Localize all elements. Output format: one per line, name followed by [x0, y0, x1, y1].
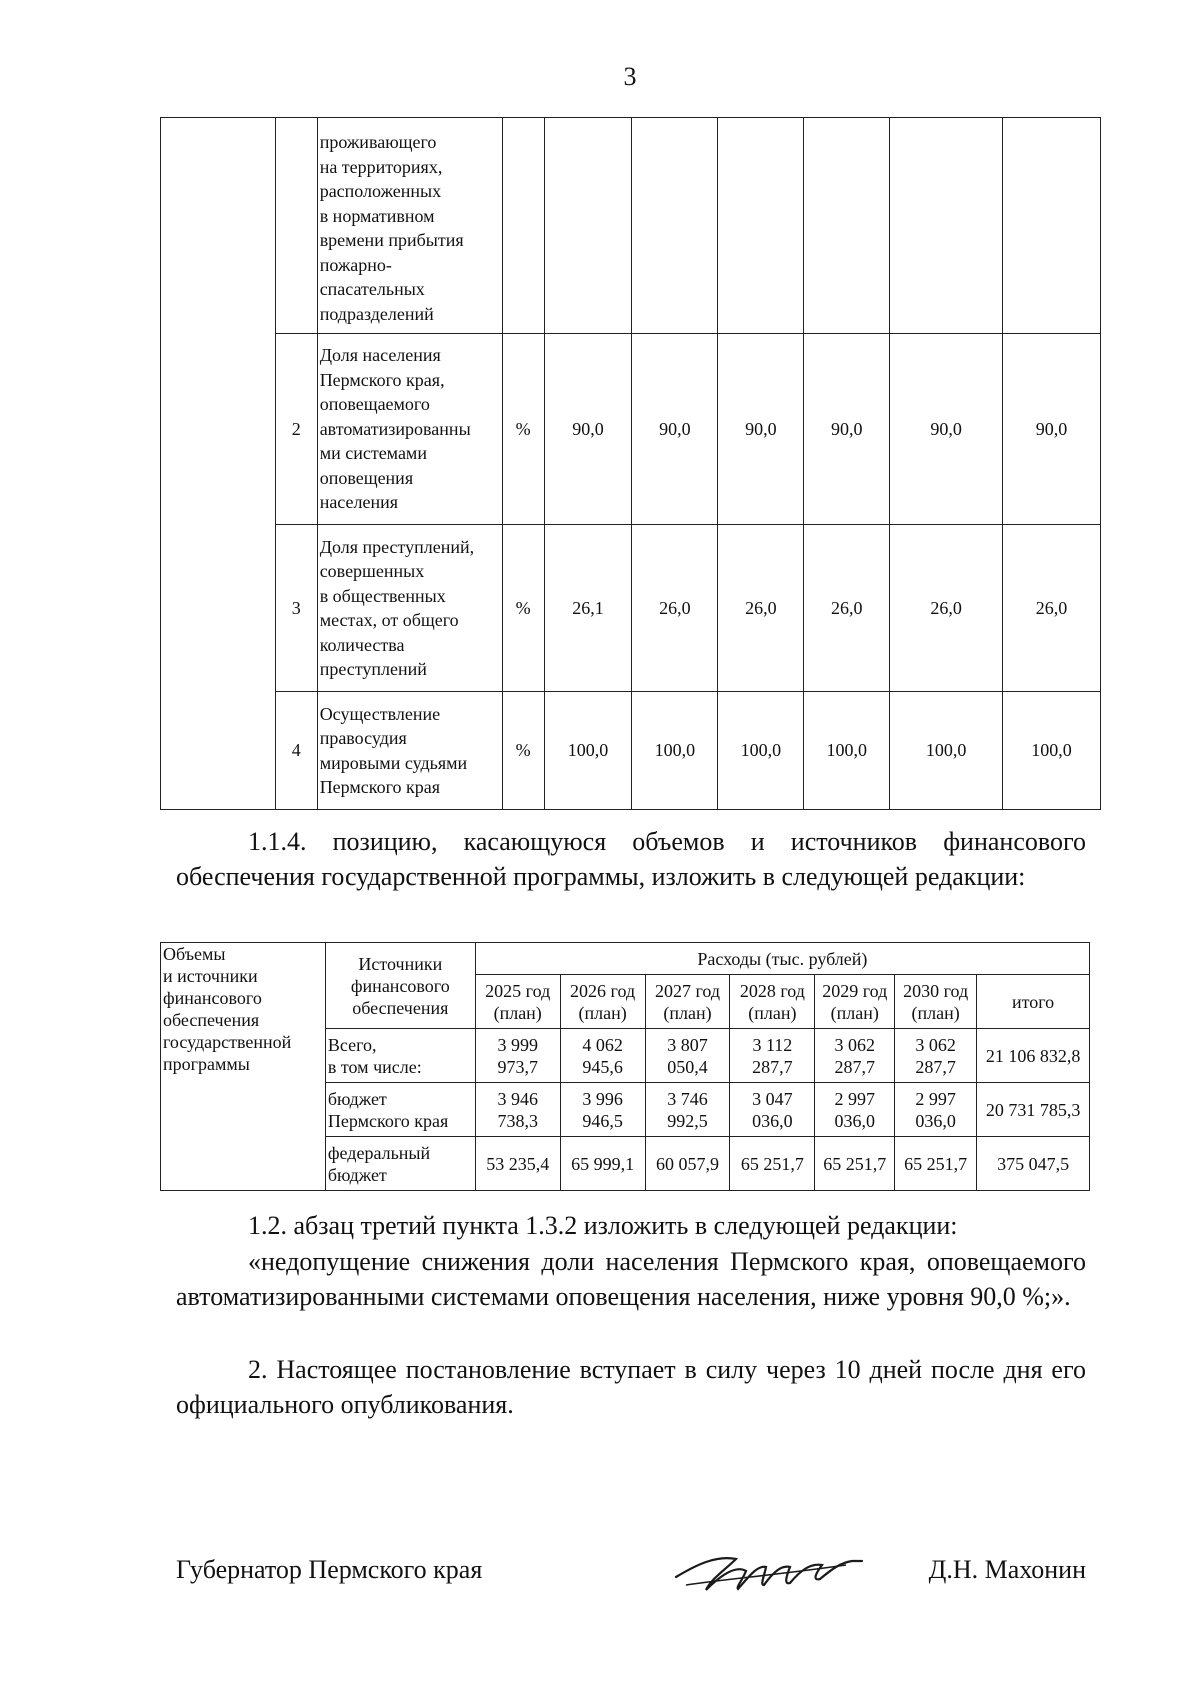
paragraph-quote: «недопущение снижения доли населения Пермского края, оповещаемого автоматизированными системами оповещения населения, ниже уровня 90,0 %;». [176, 1247, 1086, 1311]
year-header [815, 975, 895, 1029]
value-cell: 26,0 [890, 525, 1003, 692]
value-cell [544, 118, 632, 334]
row-number: 4 [275, 692, 317, 810]
indicator-name [317, 692, 502, 810]
plan-label: (план) [748, 1002, 797, 1023]
total-header: итого [977, 975, 1090, 1029]
indicator-line: в общественных [319, 585, 446, 606]
total-cell: 375 047,5 [977, 1137, 1090, 1191]
table-row [161, 525, 1101, 692]
plan-label: (план) [911, 1002, 960, 1023]
source-line: бюджет [327, 1088, 387, 1109]
source-cell [325, 1029, 475, 1083]
plan-label: (план) [493, 1002, 542, 1023]
unit-cell [502, 118, 544, 334]
indicator-line: в нормативном [319, 205, 435, 226]
source-line: Пермского края [327, 1110, 449, 1131]
value-cell [815, 1083, 895, 1137]
table-row [161, 334, 1101, 525]
indicator-name [317, 334, 502, 525]
indicator-line: пожарно- [319, 254, 392, 275]
value-cell: 53 235,4 [475, 1137, 560, 1191]
value-line: 3 807 [667, 1034, 708, 1055]
value-cell: 65 251,7 [815, 1137, 895, 1191]
value-cell [560, 1029, 645, 1083]
value-cell [815, 1029, 895, 1083]
value-cell [895, 1083, 977, 1137]
value-cell: 100,0 [544, 692, 632, 810]
indicator-line: Осуществление [319, 703, 441, 724]
value-line: 3 999 [497, 1034, 538, 1055]
unit-cell: % [502, 334, 544, 525]
indicator-line: совершенных [319, 561, 425, 581]
value-cell: 100,0 [632, 692, 718, 810]
value-line: 992,5 [667, 1110, 708, 1131]
value-cell [1003, 118, 1101, 334]
source-cell [325, 1137, 475, 1191]
indicator-line: мировыми судьями [319, 752, 468, 773]
value-cell [718, 118, 804, 334]
value-cell: 90,0 [890, 334, 1003, 525]
source-line: Всего, [327, 1034, 377, 1055]
indicator-name [317, 118, 502, 334]
year-header [730, 975, 815, 1029]
label-line: государственной [163, 1032, 292, 1052]
value-cell: 100,0 [1003, 692, 1101, 810]
value-cell: 90,0 [804, 334, 890, 525]
indicator-line: правосудия [319, 728, 407, 748]
year-header [895, 975, 977, 1029]
value-line: 2 997 [915, 1088, 956, 1109]
value-line: 3 996 [582, 1088, 623, 1109]
header-line: финансового [350, 975, 450, 996]
value-line: 287,7 [834, 1056, 876, 1077]
indicator-line: расположенных [319, 181, 442, 201]
value-line: 3 112 [752, 1034, 793, 1055]
year-header [645, 975, 730, 1029]
indicators-table [160, 117, 1101, 810]
value-cell [730, 1083, 815, 1137]
value-line: 738,3 [497, 1110, 538, 1131]
value-cell: 26,0 [718, 525, 804, 692]
table-row [161, 118, 1101, 334]
year-label: 2027 год [654, 980, 721, 1001]
value-cell: 90,0 [718, 334, 804, 525]
value-line: 3 946 [497, 1088, 538, 1109]
year-header [475, 975, 560, 1029]
year-label: 2026 год [570, 980, 636, 1001]
value-line: 036,0 [752, 1110, 793, 1131]
value-line: 050,4 [667, 1056, 708, 1077]
value-cell [730, 1029, 815, 1083]
label-line: и источники [163, 966, 258, 986]
row-number: 3 [275, 525, 317, 692]
total-cell: 21 106 832,8 [977, 1029, 1090, 1083]
indicator-line: времени прибытия [319, 230, 464, 250]
value-line: 973,7 [497, 1056, 538, 1077]
value-cell: 100,0 [890, 692, 1003, 810]
source-line: бюджет [327, 1164, 387, 1185]
value-cell: 60 057,9 [645, 1137, 730, 1191]
year-label: 2029 год [822, 980, 888, 1001]
indicator-line: оповещаемого [319, 394, 430, 415]
value-line: 287,7 [752, 1056, 793, 1077]
value-cell: 26,0 [1003, 525, 1101, 692]
value-cell: 65 251,7 [895, 1137, 977, 1191]
label-line: Объемы [163, 944, 226, 964]
indicator-line: количества [319, 634, 405, 655]
expenses-header: Расходы (тыс. рублей) [475, 943, 1089, 975]
value-cell: 65 251,7 [730, 1137, 815, 1191]
value-cell [645, 1083, 730, 1137]
sources-header [325, 943, 475, 1029]
unit-cell: % [502, 525, 544, 692]
source-cell [325, 1083, 475, 1137]
value-cell: 26,0 [804, 525, 890, 692]
value-line: 3 746 [667, 1088, 708, 1109]
header-line: Источники [358, 953, 443, 974]
indicator-line: Пермского края, [319, 369, 445, 390]
source-line: в том числе: [327, 1056, 422, 1077]
signatory-name: Д.Н. Махонин [928, 1555, 1086, 1584]
indicator-line: местах, от общего [319, 610, 459, 630]
value-cell: 100,0 [718, 692, 804, 810]
indicator-line: преступлений [319, 659, 427, 679]
value-cell: 90,0 [632, 334, 718, 525]
value-cell [890, 118, 1003, 334]
indicator-line: Доля преступлений, [319, 536, 475, 557]
value-cell: 90,0 [1003, 334, 1101, 525]
value-cell: 26,1 [544, 525, 632, 692]
page-number: 3 [623, 62, 637, 91]
value-cell: 100,0 [804, 692, 890, 810]
value-cell [804, 118, 890, 334]
indicator-line: населения [319, 492, 399, 513]
value-line: 287,7 [915, 1056, 956, 1077]
label-line: финансового [163, 988, 262, 1008]
value-line: 3 062 [915, 1034, 956, 1055]
value-line: 945,6 [582, 1056, 623, 1077]
value-cell: 90,0 [544, 334, 632, 525]
indicator-line: ми системами [319, 443, 427, 464]
value-line: 3 062 [834, 1034, 876, 1055]
value-cell: 65 999,1 [560, 1137, 645, 1191]
program-label-cell [161, 943, 326, 1191]
value-line: 036,0 [834, 1110, 876, 1131]
value-line: 036,0 [915, 1110, 956, 1131]
total-cell: 20 731 785,3 [977, 1083, 1090, 1137]
row-number: 2 [275, 334, 317, 525]
value-line: 3 047 [752, 1088, 793, 1109]
year-label: 2030 год [903, 980, 969, 1001]
indicator-line: подразделений [319, 303, 434, 324]
year-label: 2028 год [739, 980, 805, 1001]
unit-cell: % [502, 692, 544, 810]
value-line: 2 997 [834, 1088, 876, 1109]
value-line: 946,5 [582, 1110, 623, 1131]
indicator-line: на территориях, [319, 156, 443, 177]
value-cell: 26,0 [632, 525, 718, 692]
paragraph-1-2: 1.2. абзац третий пункта 1.3.2 изложить в следующей редакции: [248, 1211, 958, 1240]
indicator-line: Доля населения [319, 345, 441, 366]
plan-label: (план) [830, 1002, 879, 1023]
source-line: федеральный [327, 1142, 431, 1163]
header-line: обеспечения [352, 997, 449, 1018]
label-line: программы [163, 1054, 250, 1074]
label-line: обеспечения [163, 1010, 260, 1030]
paragraph-2: 2. Настоящее постановление вступает в силу через 10 дней после дня его официального опубликования. [176, 1355, 1086, 1419]
paragraph-1-1-4: 1.1.4. позицию, касающуюся объемов и источников финансового обеспечения государственной программы, изложить в следующей редакции: [176, 827, 1086, 891]
value-cell [475, 1029, 560, 1083]
year-header [560, 975, 645, 1029]
indicator-line: автоматизированны [319, 418, 471, 439]
table-row [161, 692, 1101, 810]
value-cell [475, 1083, 560, 1137]
finance-table [160, 942, 1090, 1191]
year-label: 2025 год [485, 980, 551, 1001]
value-cell [560, 1083, 645, 1137]
indicator-line: спасательных [319, 279, 425, 299]
row-number [275, 118, 317, 334]
value-line: 4 062 [582, 1034, 623, 1055]
plan-label: (план) [663, 1002, 712, 1023]
plan-label: (план) [578, 1002, 627, 1023]
merged-label-cell [161, 118, 276, 810]
indicator-line: проживающего [319, 132, 437, 152]
indicator-line: Пермского края [319, 777, 441, 797]
value-cell [632, 118, 718, 334]
signature-block [176, 1547, 1086, 1597]
signatory-position: Губернатор Пермского края [176, 1555, 483, 1584]
indicator-line: оповещения [319, 467, 414, 488]
value-cell [645, 1029, 730, 1083]
handwritten-signature-icon [666, 1535, 866, 1605]
value-cell [895, 1029, 977, 1083]
table-row [161, 943, 1090, 975]
indicator-name [317, 525, 502, 692]
